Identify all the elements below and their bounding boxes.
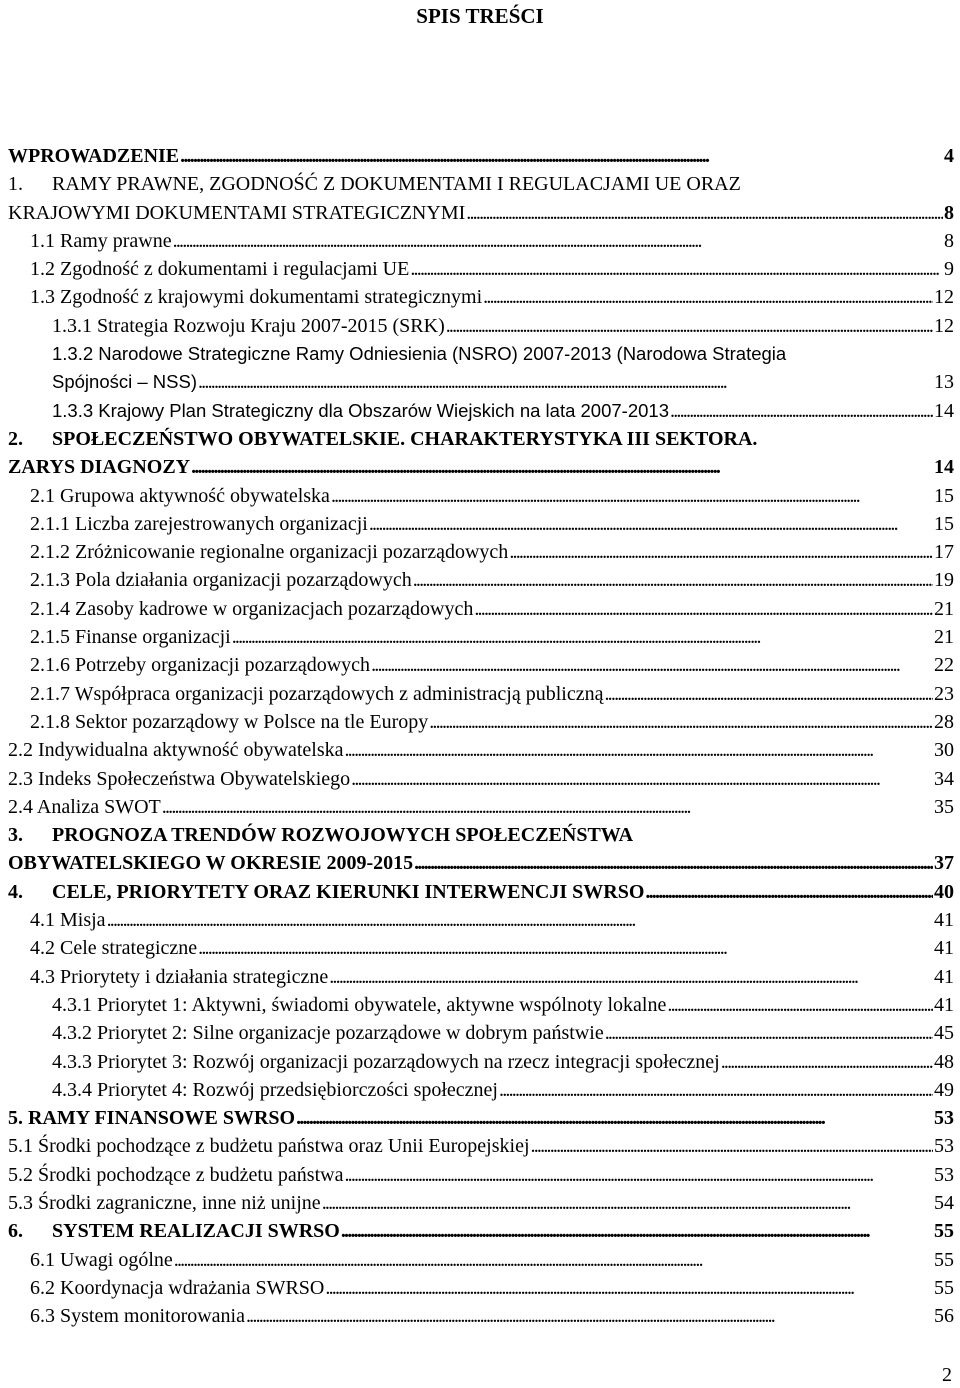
toc-entry[interactable]: [8, 1132, 954, 1160]
toc-page: 55: [934, 1220, 954, 1243]
toc-entry-title: 5.2 Środki pochodzące z budżetu państwa: [8, 1163, 344, 1186]
toc-entry[interactable]: [8, 1161, 954, 1189]
toc-leader: [483, 283, 933, 311]
toc-entry-title: 5.3 Środki zagraniczne, inne niż unijne: [8, 1191, 321, 1214]
toc-entry[interactable]: [8, 708, 954, 736]
toc-leader: [329, 963, 933, 991]
toc-page: 41: [934, 965, 954, 988]
toc-entry-title: 4.3.3 Priorytet 3: Rozwój organizacji pozarządowych na rzecz integracji społecznej: [52, 1050, 720, 1073]
toc-entry-number: 1.: [8, 173, 23, 196]
toc-entry[interactable]: [8, 397, 954, 425]
toc-page: 21: [934, 597, 954, 620]
toc-entry[interactable]: [8, 1302, 954, 1330]
toc-page: 41: [934, 909, 954, 932]
toc-entry-title: 2.1.8 Sektor pozarządowy w Polsce na tle Europy: [30, 710, 429, 733]
toc-leader: [341, 1217, 933, 1245]
toc-page: 55: [934, 1276, 954, 1299]
toc-entry-title: 2.4 Analiza SWOT: [8, 795, 161, 818]
toc-page: 34: [934, 767, 954, 790]
toc-entry-continuation[interactable]: [8, 453, 954, 481]
toc-page: 41: [934, 937, 954, 960]
toc-leader: [232, 623, 933, 651]
toc-entry-title: 2.1.6 Potrzeby organizacji pozarządowych: [30, 654, 371, 677]
toc-entry-title: 1.3 Zgodność z krajowymi dokumentami strategicznymi: [30, 286, 483, 309]
toc-entry[interactable]: [8, 1274, 954, 1302]
toc-page: 15: [934, 484, 954, 507]
toc-entry[interactable]: [8, 1104, 954, 1132]
toc-entry-title-text: CELE, PRIORYTETY ORAZ KIERUNKI INTERWENCJI SWRSO: [52, 880, 645, 903]
toc-leader: [667, 991, 933, 1019]
toc-entry-title: 1.3.3 Krajowy Plan Strategiczny dla Obszarów Wiejskich na lata 2007-2013: [52, 399, 669, 421]
toc-page: 19: [934, 569, 954, 592]
toc-entry[interactable]: [8, 482, 954, 510]
toc-page: 14: [934, 456, 954, 479]
toc-page: 21: [934, 626, 954, 649]
toc-page: 35: [934, 795, 954, 818]
toc-entry-title: 4.1 Misja: [30, 909, 106, 932]
toc-entry-continuation[interactable]: [8, 368, 954, 396]
toc-page: 55: [934, 1248, 954, 1271]
toc-leader: [429, 708, 933, 736]
toc-entry-title: PROGNOZA TRENDÓW ROZWOJOWYCH SPOŁECZEŃSTWA: [52, 824, 634, 847]
toc-leader: [344, 1161, 933, 1189]
toc-page: 53: [934, 1135, 954, 1158]
toc-entry-continuation[interactable]: [8, 199, 954, 227]
toc-entry[interactable]: [8, 680, 954, 708]
toc-entry-title: 2.1.5 Finanse organizacji: [30, 626, 231, 649]
toc-entry[interactable]: [8, 255, 954, 283]
toc-entry-title: 1.3.2 Narodowe Strategiczne Ramy Odniesienia (NSRO) 2007-2013 (Narodowa Strategia: [52, 343, 787, 365]
toc-page: 37: [934, 852, 954, 875]
toc-page: 14: [934, 399, 954, 422]
toc-entry-title-continuation: ZARYS DIAGNOZY: [8, 456, 191, 479]
toc-page: 53: [934, 1163, 954, 1186]
toc-entry-title: 4.3.1 Priorytet 1: Aktywni, świadomi obywatele, aktywne wspólnoty lokalne: [52, 993, 667, 1016]
toc-page: 48: [934, 1050, 954, 1073]
toc-entry-continuation[interactable]: [8, 849, 954, 877]
toc-leader: [531, 1132, 933, 1160]
toc-entry-title-continuation: Spójności – NSS): [52, 371, 197, 393]
toc-leader: [344, 736, 933, 764]
toc-leader: [325, 1274, 933, 1302]
toc-page: 4: [944, 145, 954, 167]
toc-entry[interactable]: [8, 538, 954, 566]
page-number: 2: [942, 1364, 952, 1386]
toc-leader: [173, 227, 943, 255]
toc-entry[interactable]: [8, 651, 954, 679]
toc-entry[interactable]: [8, 906, 954, 934]
toc-entry-title: 2.1.4 Zasoby kadrowe w organizacjach pozarządowych: [30, 597, 474, 620]
toc-leader: [414, 849, 933, 877]
toc-page: 15: [934, 512, 954, 535]
toc-entry-title: 2.3 Indeks Społeczeństwa Obywatelskiego: [8, 767, 351, 790]
toc-entry[interactable]: [8, 736, 954, 764]
toc-entry[interactable]: [8, 1019, 954, 1047]
toc-entry[interactable]: [8, 595, 954, 623]
toc-entry-title: 6.1 Uwagi ogólne: [30, 1248, 173, 1271]
toc-entry-title: 2.1.7 Współpraca organizacji pozarządowych z administracją publiczną: [30, 682, 604, 705]
toc-page: 40: [934, 880, 954, 903]
toc-entry-title: 2.2 Indywidualna aktywność obywatelska: [8, 739, 344, 762]
toc-entry[interactable]: [8, 821, 954, 849]
toc-page: 8: [944, 201, 954, 224]
toc-page: 13: [934, 371, 954, 394]
toc-entry-number: 2.: [8, 427, 23, 450]
toc-entry[interactable]: [8, 934, 954, 962]
toc-page: 49: [934, 1078, 954, 1101]
toc-entry[interactable]: [8, 793, 954, 821]
toc-entry[interactable]: [8, 566, 954, 594]
toc-page: 9: [944, 258, 954, 281]
toc-page: 30: [934, 739, 954, 762]
toc-leader: [369, 510, 933, 538]
toc-entry[interactable]: [8, 510, 954, 538]
toc-entry[interactable]: [8, 1217, 954, 1245]
toc-entry-number: 4.: [8, 880, 23, 903]
toc-entry-title: SPOŁECZEŃSTWO OBYWATELSKIE. CHARAKTERYSTYKA III SEKTORA.: [52, 427, 758, 450]
toc-leader: [499, 1076, 933, 1104]
toc-leader: [670, 397, 933, 425]
toc-leader: [410, 255, 943, 283]
toc-leader: [107, 906, 933, 934]
toc-leader: [331, 482, 933, 510]
toc-entry-title: 2.1.1 Liczba zarejestrowanych organizacji: [30, 512, 368, 535]
toc-entry-title: 4.2 Cele strategiczne: [30, 937, 198, 960]
toc-entry-title: RAMY PRAWNE, ZGODNOŚĆ Z DOKUMENTAMI I REGULACJAMI UE ORAZ: [52, 173, 741, 196]
toc-entry-title: 4.3.2 Priorytet 2: Silne organizacje pozarządowe w dobrym państwie: [52, 1022, 604, 1045]
toc-entry[interactable]: [8, 623, 954, 651]
toc-entry-title: 2.1.3 Pola działania organizacji pozarządowych: [30, 569, 412, 592]
toc-leader: [162, 793, 933, 821]
toc-entry-title: 1.2 Zgodność z dokumentami i regulacjami UE: [30, 258, 410, 281]
toc-page: 41: [934, 993, 954, 1016]
toc-entry[interactable]: [8, 1048, 954, 1076]
toc-leader: [180, 142, 943, 170]
toc-leader: [371, 651, 933, 679]
toc-entry[interactable]: [8, 963, 954, 991]
toc-entry[interactable]: [8, 170, 954, 198]
toc-page: 54: [934, 1191, 954, 1214]
toc-page: 53: [934, 1107, 954, 1130]
toc-entry[interactable]: [8, 312, 954, 340]
toc-page: 12: [934, 286, 954, 309]
toc-leader: [721, 1048, 933, 1076]
toc-entry[interactable]: [8, 1189, 954, 1217]
toc-entry[interactable]: [8, 878, 954, 906]
page-title: SPIS TREŚCI: [416, 4, 544, 28]
toc-entry-title: [8, 878, 644, 906]
toc-leader: [322, 1189, 933, 1217]
toc-entry-title: 2.1.2 Zróżnicowanie regionalne organizacji pozarządowych: [30, 541, 509, 564]
toc-entry-title: 4.3.4 Priorytet 4: Rozwój przedsiębiorczości społecznej: [52, 1078, 498, 1101]
toc-leader: [446, 312, 933, 340]
toc-leader: [296, 1104, 933, 1132]
toc-entry-title: WPROWADZENIE: [8, 145, 180, 167]
toc-page: 28: [934, 710, 954, 733]
toc-leader: [474, 595, 933, 623]
toc-entry[interactable]: [8, 283, 954, 311]
toc-entry[interactable]: [8, 991, 954, 1019]
toc-entry-title: 6.2 Koordynacja wdrażania SWRSO: [30, 1276, 325, 1299]
toc-page: 23: [934, 682, 954, 705]
toc-entry[interactable]: [8, 425, 954, 453]
toc-leader: [191, 453, 933, 481]
table-of-contents: [8, 142, 954, 1330]
toc-leader: [604, 680, 933, 708]
toc-page: 17: [934, 541, 954, 564]
toc-leader: [645, 878, 933, 906]
toc-leader: [351, 765, 933, 793]
toc-leader: [246, 1302, 933, 1330]
toc-entry[interactable]: [8, 1076, 954, 1104]
toc-page: 12: [934, 314, 954, 337]
toc-entry[interactable]: [8, 765, 954, 793]
toc-page: 8: [944, 229, 954, 252]
toc-leader: [174, 1246, 933, 1274]
toc-entry-title: 2.1 Grupowa aktywność obywatelska: [30, 484, 330, 507]
toc-entry-title: 1.3.1 Strategia Rozwoju Kraju 2007-2015 (SRK): [52, 314, 445, 337]
toc-entry-title: 1.1 Ramy prawne: [30, 229, 172, 252]
toc-entry-title: 6.3 System monitorowania: [30, 1305, 245, 1328]
toc-entry[interactable]: [8, 227, 954, 255]
toc-leader: [198, 368, 933, 396]
toc-entry[interactable]: [8, 1246, 954, 1274]
toc-entry-title-continuation: OBYWATELSKIEGO W OKRESIE 2009-2015: [8, 852, 414, 875]
toc-page: 56: [934, 1305, 954, 1328]
toc-leader: [198, 934, 933, 962]
toc-entry-title: 5.1 Środki pochodzące z budżetu państwa oraz Unii Europejskiej: [8, 1135, 530, 1158]
toc-page: 22: [934, 654, 954, 677]
toc-entry-title: 4.3 Priorytety i działania strategiczne: [30, 965, 329, 988]
toc-leader: [466, 199, 943, 227]
toc-entry-number: 3.: [8, 824, 23, 847]
toc-entry-number: 6.: [8, 1220, 23, 1243]
toc-leader: [413, 566, 933, 594]
toc-entry-title: 5. RAMY FINANSOWE SWRSO: [8, 1107, 296, 1130]
toc-leader: [605, 1019, 933, 1047]
toc-page: 45: [934, 1022, 954, 1045]
toc-entry-title: [8, 1217, 340, 1245]
toc-entry[interactable]: [8, 142, 954, 170]
toc-entry-title-continuation: KRAJOWYMI DOKUMENTAMI STRATEGICZNYMI: [8, 201, 466, 224]
toc-entry[interactable]: [8, 340, 954, 368]
toc-entry-title-text: SYSTEM REALIZACJI SWRSO: [52, 1220, 340, 1243]
toc-leader: [509, 538, 933, 566]
